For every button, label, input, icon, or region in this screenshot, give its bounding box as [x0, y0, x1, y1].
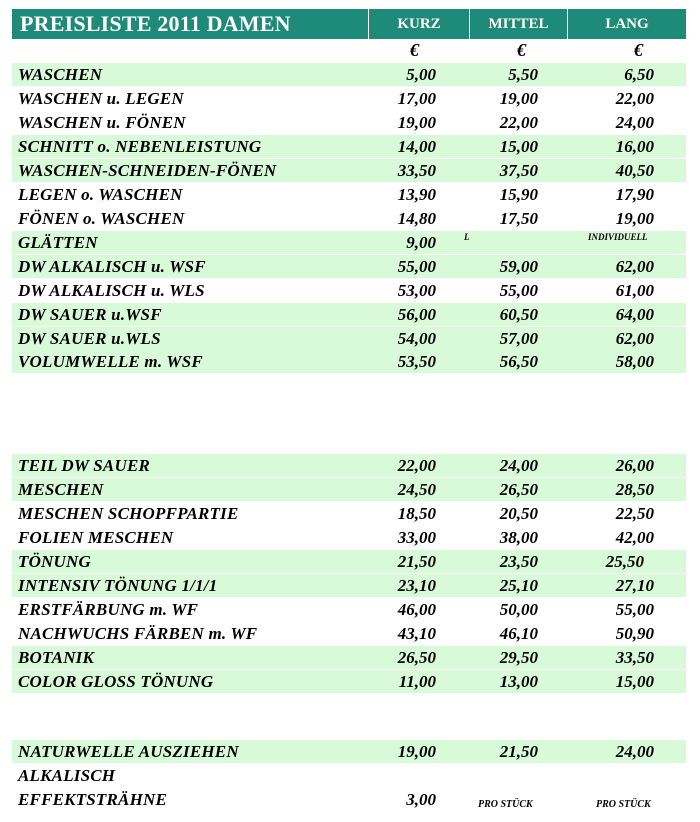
price-kurz: 26,50 — [397, 648, 436, 667]
service-name: EFFEKTSTRÄHNE — [18, 790, 168, 809]
column-header-mittel: MITTEL — [470, 9, 568, 39]
price-row-waschen-foenen — [12, 111, 686, 134]
service-name: INTENSIV TÖNUNG 1/1/1 — [18, 576, 218, 595]
service-name: WASCHEN u. LEGEN — [18, 89, 184, 108]
price-kurz: 21,50 — [397, 552, 436, 571]
service-name: VOLUMWELLE m. WSF — [18, 352, 203, 371]
service-name: FOLIEN MESCHEN — [18, 528, 174, 547]
price-row-folien-meschen — [12, 526, 686, 549]
price-mittel: 50,00 — [499, 600, 538, 619]
page-title: PREISLISTE 2011 DAMEN — [12, 9, 369, 39]
price-kurz: 18,50 — [397, 504, 436, 523]
price-lang: 24,00 — [615, 113, 654, 132]
price-mittel: 22,00 — [499, 113, 538, 132]
price-row-glaetten — [12, 231, 686, 254]
price-kurz: 33,50 — [397, 161, 436, 180]
currency-symbol-kurz: € — [410, 40, 419, 60]
price-mittel: 25,10 — [499, 576, 538, 595]
service-name: WASCHEN u. FÖNEN — [18, 113, 186, 132]
price-mittel: 56,50 — [499, 352, 538, 371]
price-lang: 16,00 — [615, 137, 654, 156]
service-name: WASCHEN — [18, 65, 103, 84]
price-row-dw-alkalisch-wsf — [12, 255, 686, 278]
price-kurz: 14,00 — [397, 137, 436, 156]
price-mittel: L — [464, 232, 470, 242]
price-lang: 64,00 — [615, 305, 654, 324]
price-row-legen — [12, 183, 686, 206]
price-mittel: 15,90 — [499, 185, 538, 204]
price-lang: 50,90 — [615, 624, 654, 643]
price-mittel: 17,50 — [499, 209, 538, 228]
price-lang: 17,90 — [615, 185, 654, 204]
price-kurz: 11,00 — [398, 672, 436, 691]
price-mittel: 21,50 — [499, 742, 538, 761]
price-lang: 62,00 — [615, 257, 654, 276]
price-lang: 58,00 — [615, 352, 654, 371]
price-row-botanik — [12, 646, 686, 669]
price-mittel: 13,00 — [499, 672, 538, 691]
price-mittel: 5,50 — [508, 65, 538, 84]
service-name: FÖNEN o. WASCHEN — [18, 209, 185, 228]
currency-row — [12, 40, 686, 62]
price-lang: 42,00 — [615, 528, 654, 547]
price-row-nachwuchs-faerben — [12, 622, 686, 645]
price-mittel: 29,50 — [499, 648, 538, 667]
price-kurz: 24,50 — [397, 480, 436, 499]
price-mittel: 15,00 — [499, 137, 538, 156]
price-lang: 15,00 — [615, 672, 654, 691]
price-row-dw-sauer-wsf — [12, 303, 686, 326]
price-row-color-gloss — [12, 670, 686, 693]
price-mittel: 38,00 — [499, 528, 538, 547]
currency-symbol-mittel: € — [517, 40, 526, 60]
price-kurz: 14,80 — [397, 209, 436, 228]
price-mittel: 46,10 — [499, 624, 538, 643]
service-name: COLOR GLOSS TÖNUNG — [18, 672, 214, 691]
price-kurz: 19,00 — [397, 742, 436, 761]
price-row-alkalisch — [12, 764, 686, 787]
price-lang: 22,50 — [615, 504, 654, 523]
service-name: GLÄTTEN — [18, 233, 98, 252]
price-row-dw-sauer-wls — [12, 327, 686, 350]
price-kurz: 55,00 — [397, 257, 436, 276]
price-lang: 33,50 — [615, 648, 654, 667]
price-kurz: 53,00 — [397, 281, 436, 300]
service-name: DW SAUER u.WLS — [18, 329, 161, 348]
service-name: NACHWUCHS FÄRBEN m. WF — [18, 624, 258, 643]
service-name: WASCHEN-SCHNEIDEN-FÖNEN — [18, 161, 277, 180]
service-name: NATURWELLE AUSZIEHEN — [18, 742, 239, 761]
price-row-toenung — [12, 550, 686, 573]
price-lang: 62,00 — [615, 329, 654, 348]
price-kurz: 43,10 — [397, 624, 436, 643]
price-mittel: 24,00 — [499, 456, 538, 475]
price-lang: 24,00 — [615, 742, 654, 761]
price-row-schnitt — [12, 135, 686, 158]
price-lang: 25,50 — [605, 552, 644, 571]
column-header-lang: LANG — [568, 9, 686, 39]
price-mittel: 59,00 — [499, 257, 538, 276]
price-row-teil-dw-sauer — [12, 454, 686, 477]
price-row-erstfaerbung — [12, 598, 686, 621]
price-lang: 40,50 — [615, 161, 654, 180]
price-lang: 61,00 — [615, 281, 654, 300]
price-kurz: 56,00 — [397, 305, 436, 324]
price-row-effektstraehne — [12, 788, 686, 811]
price-row-waschen-legen — [12, 87, 686, 110]
price-mittel: PRO STÜCK — [478, 799, 533, 810]
price-lang: 28,50 — [615, 480, 654, 499]
price-kurz: 22,00 — [397, 456, 436, 475]
price-mittel: 20,50 — [499, 504, 538, 523]
price-mittel: 55,00 — [499, 281, 538, 300]
price-kurz: 53,50 — [397, 352, 436, 371]
price-row-volumwelle — [12, 350, 686, 373]
service-name: TÖNUNG — [18, 552, 91, 571]
price-kurz: 17,00 — [397, 89, 436, 108]
service-name: MESCHEN SCHOPFPARTIE — [18, 504, 239, 523]
price-mittel: 26,50 — [499, 480, 538, 499]
price-kurz: 19,00 — [397, 113, 436, 132]
service-name: ALKALISCH — [18, 766, 116, 785]
price-mittel: 57,00 — [499, 329, 538, 348]
price-kurz: 33,00 — [397, 528, 436, 547]
service-name: SCHNITT o. NEBENLEISTUNG — [18, 137, 262, 156]
service-name: DW ALKALISCH u. WLS — [18, 281, 205, 300]
price-row-naturwelle — [12, 740, 686, 763]
price-row-waschen-schneiden-foenen — [12, 159, 686, 182]
price-kurz: 13,90 — [397, 185, 436, 204]
price-lang: 22,00 — [615, 89, 654, 108]
price-row-foenen — [12, 207, 686, 230]
price-lang: 19,00 — [615, 209, 654, 228]
price-kurz: 54,00 — [397, 329, 436, 348]
price-kurz: 46,00 — [397, 600, 436, 619]
price-row-waschen — [12, 63, 686, 86]
price-lang: 55,00 — [615, 600, 654, 619]
price-row-meschen — [12, 478, 686, 501]
service-name: BOTANIK — [18, 648, 95, 667]
price-lang: 27,10 — [615, 576, 654, 595]
service-name: DW ALKALISCH u. WSF — [18, 257, 206, 276]
price-list-header — [12, 9, 686, 39]
service-name: TEIL DW SAUER — [18, 456, 151, 475]
price-row-dw-alkalisch-wls — [12, 279, 686, 302]
service-name: ERSTFÄRBUNG m. WF — [18, 600, 199, 619]
price-lang: 26,00 — [615, 456, 654, 475]
service-name: LEGEN o. WASCHEN — [18, 185, 183, 204]
price-kurz: 23,10 — [397, 576, 436, 595]
price-lang: INDIVIDUELL — [588, 232, 648, 242]
price-kurz: 5,00 — [406, 65, 436, 84]
price-row-intensiv-toenung — [12, 574, 686, 597]
price-mittel: 37,50 — [499, 161, 538, 180]
price-row-meschen-schopfpartie — [12, 502, 686, 525]
column-header-kurz: KURZ — [369, 9, 470, 39]
price-kurz: 9,00 — [406, 233, 436, 252]
price-lang: 6,50 — [624, 65, 654, 84]
price-kurz: 3,00 — [406, 790, 436, 809]
price-mittel: 19,00 — [499, 89, 538, 108]
price-mittel: 23,50 — [499, 552, 538, 571]
currency-symbol-lang: € — [634, 40, 643, 60]
service-name: MESCHEN — [18, 480, 104, 499]
price-lang: PRO STÜCK — [596, 799, 651, 810]
price-mittel: 60,50 — [499, 305, 538, 324]
service-name: DW SAUER u.WSF — [18, 305, 162, 324]
